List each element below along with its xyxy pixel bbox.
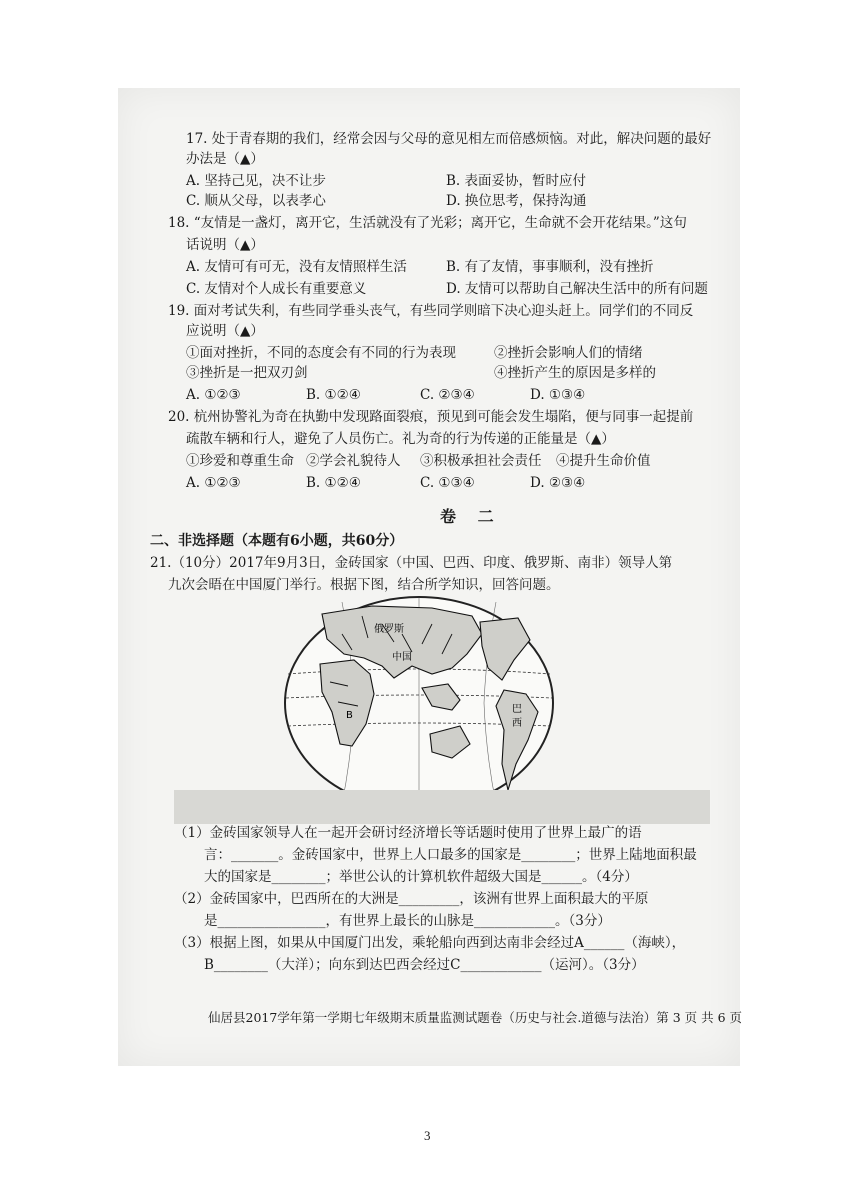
q19-stem-line1: 19. 面对考试失利，有些同学垂头丧气，有些同学则暗下决心迎头赶上。同学们的不同反 (168, 303, 694, 319)
q19-stem-line2: 应说明（▲） (186, 323, 264, 339)
q19-option-a: A. ①②③ (186, 387, 241, 403)
q20-stem-line2: 疏散车辆和行人，避免了人员伤亡。礼为奇的行为传递的正能量是（▲） (186, 431, 615, 447)
q21-part2-line1: （2）金砖国家中，巴西所在的大洲是_________，该洲有世界上面积最大的平原 (174, 891, 649, 907)
q17-option-a: A. 坚持己见，决不让步 (186, 173, 326, 189)
map-label-b: B (346, 710, 353, 721)
q20-option-a: A. ①②③ (186, 475, 241, 491)
q21-part1-line2: 言：_______。金砖国家中，世界上人口最多的国家是________；世界上陆地面积最 (204, 847, 697, 863)
q18-option-c: C. 友情对个人成长有重要意义 (186, 281, 367, 297)
q17-option-d: D. 换位思考，保持沟通 (446, 193, 587, 209)
q18-option-d: D. 友情可以帮助自己解决生活中的所有问题 (446, 281, 708, 297)
q20-option-c: C. ①③④ (420, 475, 475, 491)
q20-statement-4: ④提升生命价值 (556, 453, 651, 469)
q19-option-b: B. ①②④ (306, 387, 361, 403)
q18-stem-line1: 18. “友情是一盏灯，离开它，生活就没有了光彩；离开它，生命就不会开花结果。”这句 (168, 215, 687, 231)
q18-stem-line2: 话说明（▲） (186, 237, 264, 253)
map-label-brazil-1: 巴 (512, 704, 522, 715)
q17-stem-line1: 17. 处于青春期的我们，经常会因与父母的意见相左而倍感烦恼。对此，解决问题的最好 (186, 131, 712, 147)
q21-stem-line2: 九次会晤在中国厦门举行。根据下图，结合所学知识，回答问题。 (168, 577, 560, 593)
q18-option-a: A. 友情可有可无，没有友情照样生活 (186, 259, 407, 275)
q17-stem-line2: 办法是（▲） (186, 151, 264, 167)
map-label-russia: 俄罗斯 (374, 624, 404, 635)
q21-part2-line2: 是________________，有世界上最长的山脉是____________。（3分） (204, 913, 611, 929)
map-label-china: 中国 (392, 652, 412, 663)
q17-option-c: C. 顺从父母，以表孝心 (186, 193, 326, 209)
q20-statement-2: ②学会礼貌待人 (306, 453, 401, 469)
q18-option-b: B. 有了友情，事事顺利，没有挫折 (446, 259, 654, 275)
q21-part1-line1: （1）金砖国家领导人在一起开会研讨经济增长等话题时使用了世界上最广的语 (174, 825, 642, 841)
q21-stem-line1: 21.（10分）2017年9月3日，金砖国家（中国、巴西、印度、俄罗斯、南非）领导人第 (150, 555, 673, 571)
q21-part3-line2: B________（大洋）；向东到达巴西会经过C____________（运河）。（3分） (204, 957, 645, 973)
q19-statement-2: ②挫折会影响人们的情绪 (494, 345, 643, 361)
q20-statement-3: ③积极承担社会责任 (420, 453, 542, 469)
q20-statement-1: ①珍爱和尊重生命 (186, 453, 294, 469)
q20-option-b: B. ①②④ (306, 475, 361, 491)
q19-option-c: C. ②③④ (420, 387, 475, 403)
section2-title: 二、非选择题（本题有6小题，共60分） (150, 533, 404, 549)
exam-footer: 仙居县2017学年第一学期七年级期末质量监测试题卷（历史与社会.道德与法治）第 3 页 共 6 页 (208, 1010, 743, 1025)
q21-part1-line3: 大的国家是________；举世公认的计算机软件超级大国是______。（4分） (204, 869, 638, 885)
q21-part3-line1: （3）根据上图，如果从中国厦门出发，乘轮船向西到达南非会经过A______（海峡）， (174, 935, 686, 951)
page-number: 3 (424, 1128, 431, 1143)
q20-stem-line1: 20. 杭州协警礼为奇在执勤中发现路面裂痕，预见到可能会发生塌陷，便与同事一起提前 (168, 409, 694, 425)
q19-statement-1: ①面对挫折，不同的态度会有不同的行为表现 (186, 345, 456, 361)
world-map (282, 594, 556, 812)
map-label-brazil-2: 西 (512, 718, 522, 729)
q19-statement-3: ③挫折是一把双刃剑 (186, 365, 308, 381)
shaded-band (174, 790, 710, 824)
volume-title: 卷 二 (440, 507, 502, 526)
q20-option-d: D. ②③④ (530, 475, 586, 491)
q17-option-b: B. 表面妥协，暂时应付 (446, 173, 587, 189)
q19-option-d: D. ①③④ (530, 387, 586, 403)
q19-statement-4: ④挫折产生的原因是多样的 (494, 365, 656, 381)
